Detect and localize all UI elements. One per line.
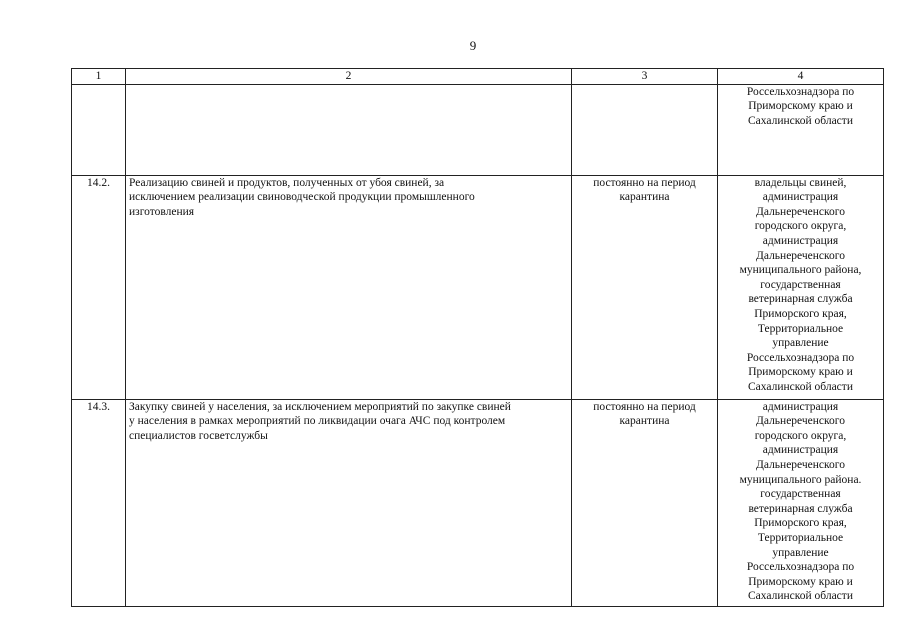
responsible-line: Сахалинской области: [748, 380, 853, 393]
measure-line: Реализацию свиней и продуктов, полученных от убоя свиней, за: [129, 176, 445, 189]
responsible-line: администрация: [762, 444, 839, 457]
responsible-cell: [718, 175, 884, 399]
responsible-line: Сахалинской области: [748, 114, 853, 127]
responsible-line: государственная: [760, 488, 841, 501]
responsible-cell: [718, 399, 884, 606]
responsible-line: Дальнереченского: [756, 458, 845, 471]
measure-cell: [126, 175, 572, 399]
responsible-line: Территориальное: [757, 531, 844, 544]
period-line: постоянно на период: [593, 176, 696, 189]
period-line: карантина: [619, 415, 670, 428]
measure-cell: [126, 84, 572, 175]
responsible-line: администрация: [762, 234, 839, 247]
table-row-continuation: [72, 84, 884, 175]
responsible-line: городского округа,: [754, 429, 847, 442]
row-number-cell: 14.2.: [72, 175, 126, 399]
responsible-line: управление: [772, 546, 829, 559]
responsible-line: Приморскому краю и: [748, 100, 853, 113]
table-header-row: [72, 69, 884, 85]
responsible-line: Дальнереченского: [756, 415, 845, 428]
column-header-4: 4: [718, 69, 884, 85]
page-number: 9: [469, 38, 477, 53]
measure-line: изготовления: [129, 205, 195, 218]
measure-line: Закупку свиней у населения, за исключением мероприятий по закупке свиней: [129, 400, 511, 413]
table-row-14-3: [72, 399, 884, 606]
column-header-3: 3: [572, 69, 718, 85]
responsible-line: Сахалинской области: [748, 590, 853, 603]
responsible-line: муниципального района,: [739, 264, 862, 277]
responsible-line: Приморскому краю и: [748, 366, 853, 379]
responsible-line: управление: [772, 337, 829, 350]
responsible-line: владельцы свиней,: [754, 176, 847, 189]
measure-line: исключением реализации свиноводческой продукции промышленного: [129, 191, 475, 204]
measure-line: у населения в рамках мероприятий по ликвидации очага АЧС под контролем: [129, 415, 506, 428]
responsible-line: Дальнереченского: [756, 205, 845, 218]
table-row-14-2: [72, 175, 884, 399]
responsible-line: муниципального района.: [739, 473, 862, 486]
period-cell: [572, 399, 718, 606]
responsible-line: Дальнереченского: [756, 249, 845, 262]
responsible-cell: [718, 84, 884, 175]
measure-cell: [126, 399, 572, 606]
responsible-line: городского округа,: [754, 220, 847, 233]
responsible-line: ветеринарная служба: [748, 502, 853, 515]
responsible-line: Территориальное: [757, 322, 844, 335]
period-line: постоянно на период: [593, 400, 696, 413]
responsible-line: Россельхознадзора по: [746, 561, 855, 574]
responsible-line: администрация: [762, 400, 839, 413]
period-line: карантина: [619, 191, 670, 204]
responsible-line: Приморского края,: [754, 307, 847, 320]
responsible-line: администрация: [762, 191, 839, 204]
period-cell: [572, 84, 718, 175]
measures-table: [71, 68, 884, 607]
column-header-1: 1: [72, 69, 126, 85]
responsible-line: государственная: [760, 278, 841, 291]
row-number-cell: 14.3.: [72, 399, 126, 606]
measure-line: специалистов госветслужбы: [129, 429, 268, 442]
responsible-line: Приморского края,: [754, 517, 847, 530]
responsible-line: ветеринарная служба: [748, 293, 853, 306]
period-cell: [572, 175, 718, 399]
responsible-line: Россельхознадзора по: [746, 351, 855, 364]
responsible-line: Россельхознадзора по: [746, 85, 855, 98]
column-header-2: 2: [126, 69, 572, 85]
row-number-cell: [72, 84, 126, 175]
responsible-line: Приморскому краю и: [748, 575, 853, 588]
